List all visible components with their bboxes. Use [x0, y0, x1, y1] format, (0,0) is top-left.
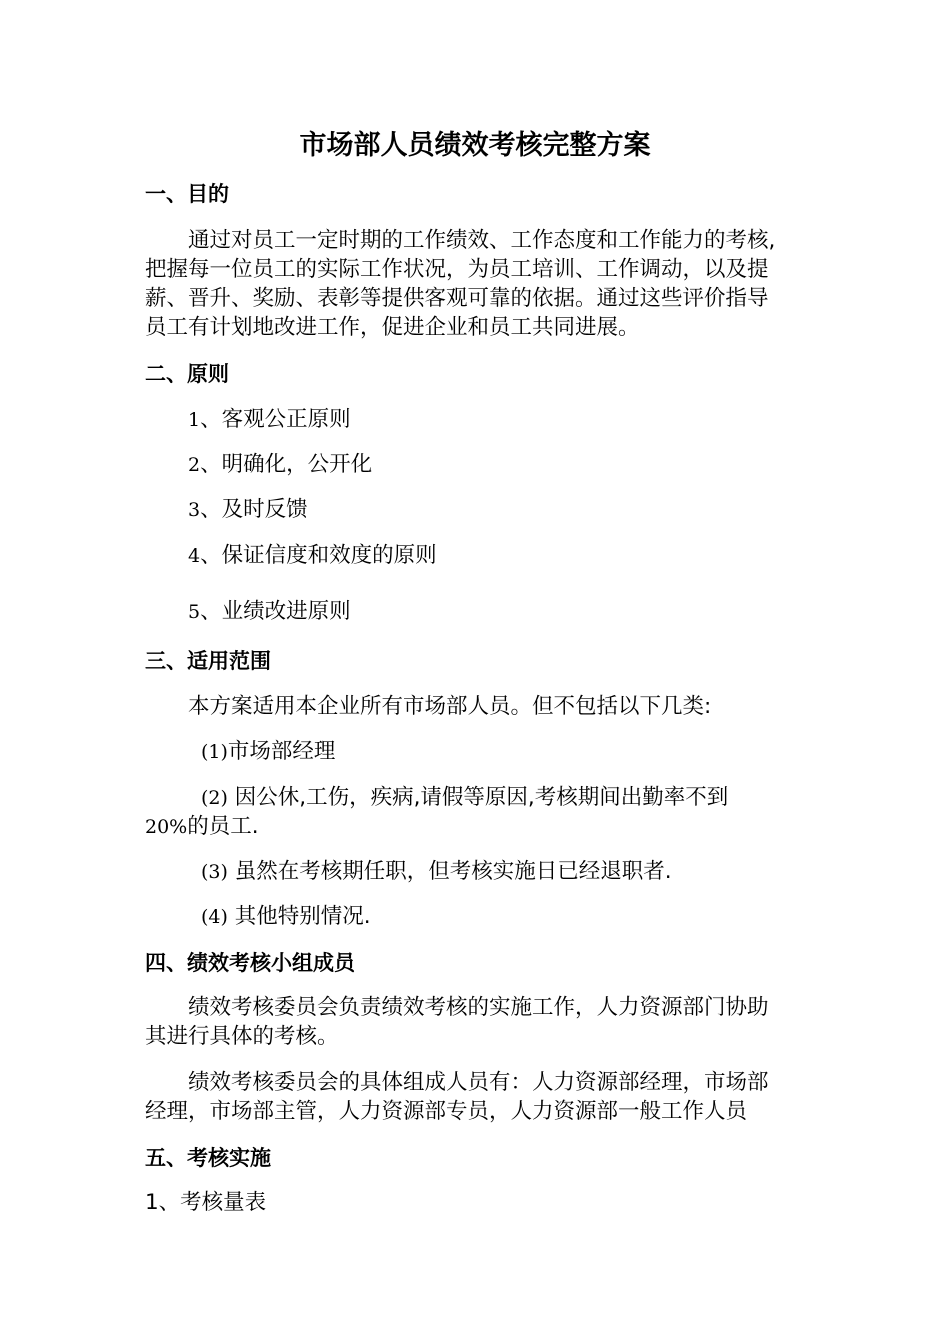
- paragraph-line: 本方案适用本企业所有市场部人员。但不包括以下几类:: [188, 694, 712, 719]
- paragraph-line: 其进行具体的考核。: [145, 1024, 339, 1049]
- percent-value: 20%: [145, 816, 188, 838]
- list-item: [188, 597, 351, 627]
- paragraph-line: 薪、晋升、奖励、表彰等提供客观可靠的依据。通过这些评价指导: [145, 286, 769, 311]
- exclusion-number: (1): [201, 741, 228, 763]
- exclusion-item: [201, 902, 371, 932]
- list-item-number: 3: [188, 499, 201, 521]
- list-item-text: 、保证信度和效度的原则: [200, 543, 437, 568]
- section-heading-purpose: 一、目的: [145, 182, 229, 206]
- list-item: [188, 450, 372, 480]
- list-item: [188, 495, 308, 525]
- exclusion-number: (4): [201, 906, 228, 928]
- paragraph-line: 通过对员工一定时期的工作绩效、工作态度和工作能力的考核,: [188, 228, 776, 253]
- list-item-number: 5: [188, 601, 201, 623]
- exclusion-item: [201, 737, 335, 767]
- subsection-heading: 1、考核量表: [145, 1190, 267, 1215]
- paragraph-line: 绩效考核委员会的具体组成人员有：人力资源部经理，市场部: [188, 1070, 769, 1095]
- list-item-text: 、业绩改进原则: [200, 599, 351, 624]
- list-item: [188, 541, 437, 571]
- exclusion-number: (3): [201, 861, 228, 883]
- paragraph-line: 绩效考核委员会负责绩效考核的实施工作，人力资源部门协助: [188, 995, 769, 1020]
- section-heading-team: 四、绩效考核小组成员: [145, 951, 355, 975]
- exclusion-continuation: [145, 812, 259, 842]
- list-item: [188, 405, 351, 435]
- list-item-text: 、及时反馈: [200, 497, 308, 522]
- exclusion-text: 因公休,工伤，疾病,请假等原因,考核期间出勤率不到: [234, 785, 729, 810]
- exclusion-text: 其他特别情况.: [234, 904, 371, 929]
- list-item-number: 1: [188, 409, 201, 431]
- list-item-text: 、客观公正原则: [200, 407, 351, 432]
- list-item-number: 4: [188, 545, 201, 567]
- section-heading-scope: 三、适用范围: [145, 649, 271, 673]
- list-item-number: 2: [188, 454, 201, 476]
- exclusion-text: 虽然在考核期任职，但考核实施日已经退职者.: [234, 859, 672, 884]
- paragraph-line: 员工有计划地改进工作，促进企业和员工共同进展。: [145, 315, 640, 340]
- exclusion-item: [201, 783, 728, 813]
- exclusion-text: 的员工.: [187, 814, 259, 839]
- exclusion-text: 市场部经理: [227, 739, 336, 764]
- list-item-text: 、明确化，公开化: [200, 452, 373, 477]
- section-heading-principles: 二、原则: [145, 362, 229, 386]
- section-heading-implementation: 五、考核实施: [145, 1146, 271, 1170]
- paragraph-line: 把握每一位员工的实际工作状况，为员工培训、工作调动，以及提: [145, 257, 769, 282]
- document-title: 市场部人员绩效考核完整方案: [299, 130, 651, 161]
- exclusion-number: (2): [201, 787, 228, 809]
- exclusion-item: [201, 857, 672, 887]
- paragraph-line: 经理，市场部主管，人力资源部专员，人力资源部一般工作人员: [145, 1099, 748, 1124]
